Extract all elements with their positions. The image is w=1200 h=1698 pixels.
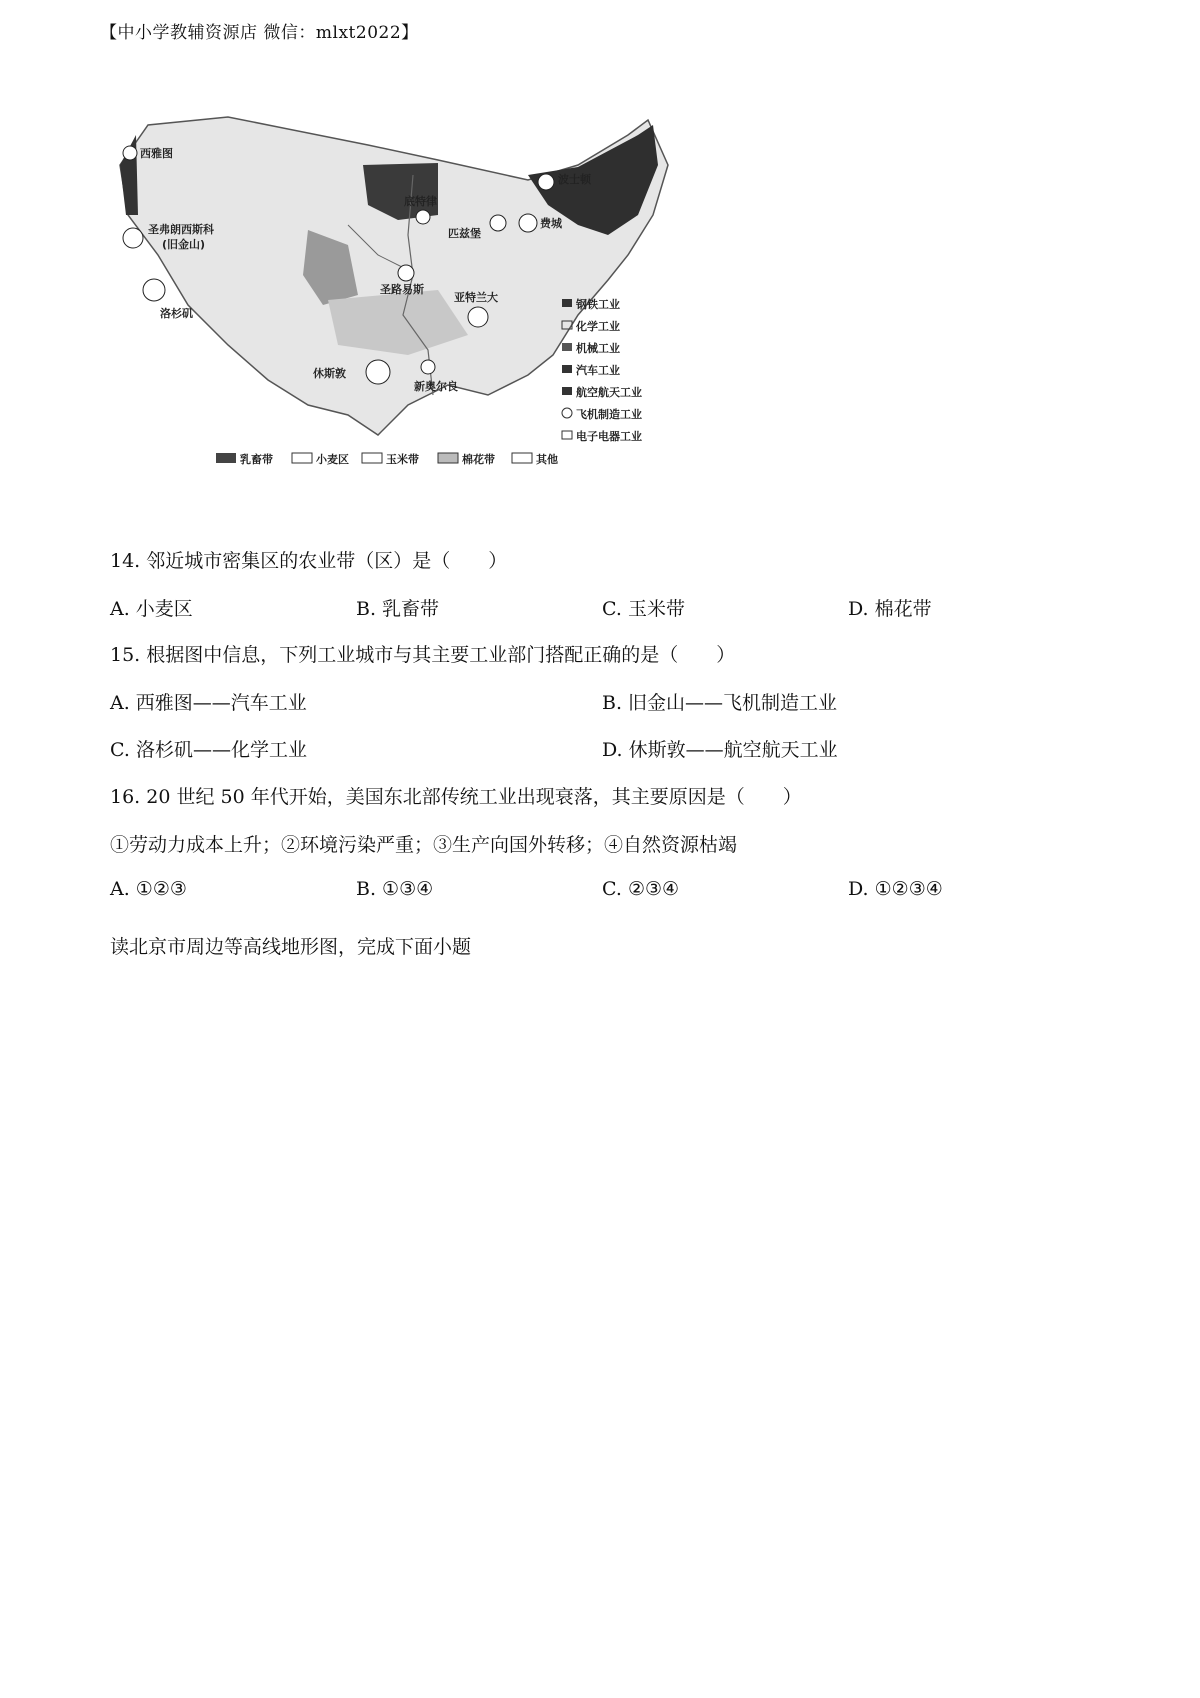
legend-item: 电子电器工业 [576, 430, 642, 443]
map-city-label: (旧金山) [162, 238, 206, 251]
map-city-label: 休斯敦 [313, 367, 346, 380]
legend-item: 飞机制造工业 [576, 408, 642, 421]
legend-item: 棉花带 [462, 453, 495, 466]
map-city-label: 底特律 [404, 195, 437, 208]
map-city-label: 西雅图 [140, 147, 173, 160]
page-header: 【中小学教辅资源店 微信：mlxt2022】 [100, 23, 419, 43]
legend-item: 钢铁工业 [576, 298, 620, 311]
legend-item: 玉米带 [386, 453, 419, 466]
map-city-label: 亚特兰大 [454, 291, 498, 304]
q16-option-c: C. ②③④ [602, 878, 680, 900]
q15-option-c: C. 洛杉矶——化学工业 [110, 739, 307, 761]
q14-option-c: C. 玉米带 [602, 598, 685, 620]
q14-option-a: A. 小麦区 [110, 598, 193, 620]
question-14-stem: 14. 邻近城市密集区的农业带（区）是（ ） [110, 550, 508, 572]
legend-item: 机械工业 [576, 342, 620, 355]
question-16-stem: 16. 20 世纪 50 年代开始，美国东北部传统工业出现衰落，其主要原因是（ ） [110, 786, 802, 808]
legend-item: 汽车工业 [576, 364, 620, 377]
q15-option-d: D. 休斯敦——航空航天工业 [602, 739, 838, 761]
legend-item: 小麦区 [316, 453, 349, 466]
q16-option-a: A. ①②③ [110, 878, 187, 900]
question-15-stem: 15. 根据图中信息，下列工业城市与其主要工业部门搭配正确的是（ ） [110, 644, 736, 666]
legend-item: 化学工业 [576, 320, 620, 333]
map-city-label: 圣路易斯 [380, 283, 424, 296]
q16-option-d: D. ①②③④ [848, 878, 943, 900]
q14-option-d: D. 棉花带 [848, 598, 932, 620]
legend-item: 乳畜带 [240, 453, 273, 466]
map-city-label: 波士顿 [558, 173, 591, 186]
agri-legend [216, 452, 558, 466]
map-city-label: 圣弗朗西斯科 [148, 223, 214, 236]
legend-item: 航空航天工业 [576, 386, 642, 399]
legend-item: 其他 [536, 453, 558, 466]
usa-industry-map [108, 105, 738, 523]
map-city-label: 洛杉矶 [160, 307, 193, 320]
map-city-label: 新奥尔良 [414, 380, 458, 393]
question-16-statement: ①劳动力成本上升；②环境污染严重；③生产向国外转移；④自然资源枯竭 [110, 834, 738, 856]
map-city-label: 费城 [540, 217, 562, 230]
q15-option-a: A. 西雅图——汽车工业 [110, 692, 307, 714]
section-instruction: 读北京市周边等高线地形图，完成下面小题 [110, 936, 472, 958]
q14-option-b: B. 乳畜带 [356, 598, 440, 620]
q15-option-b: B. 旧金山——飞机制造工业 [602, 692, 838, 714]
q16-option-b: B. ①③④ [356, 878, 434, 900]
map-city-label: 匹兹堡 [448, 227, 481, 240]
